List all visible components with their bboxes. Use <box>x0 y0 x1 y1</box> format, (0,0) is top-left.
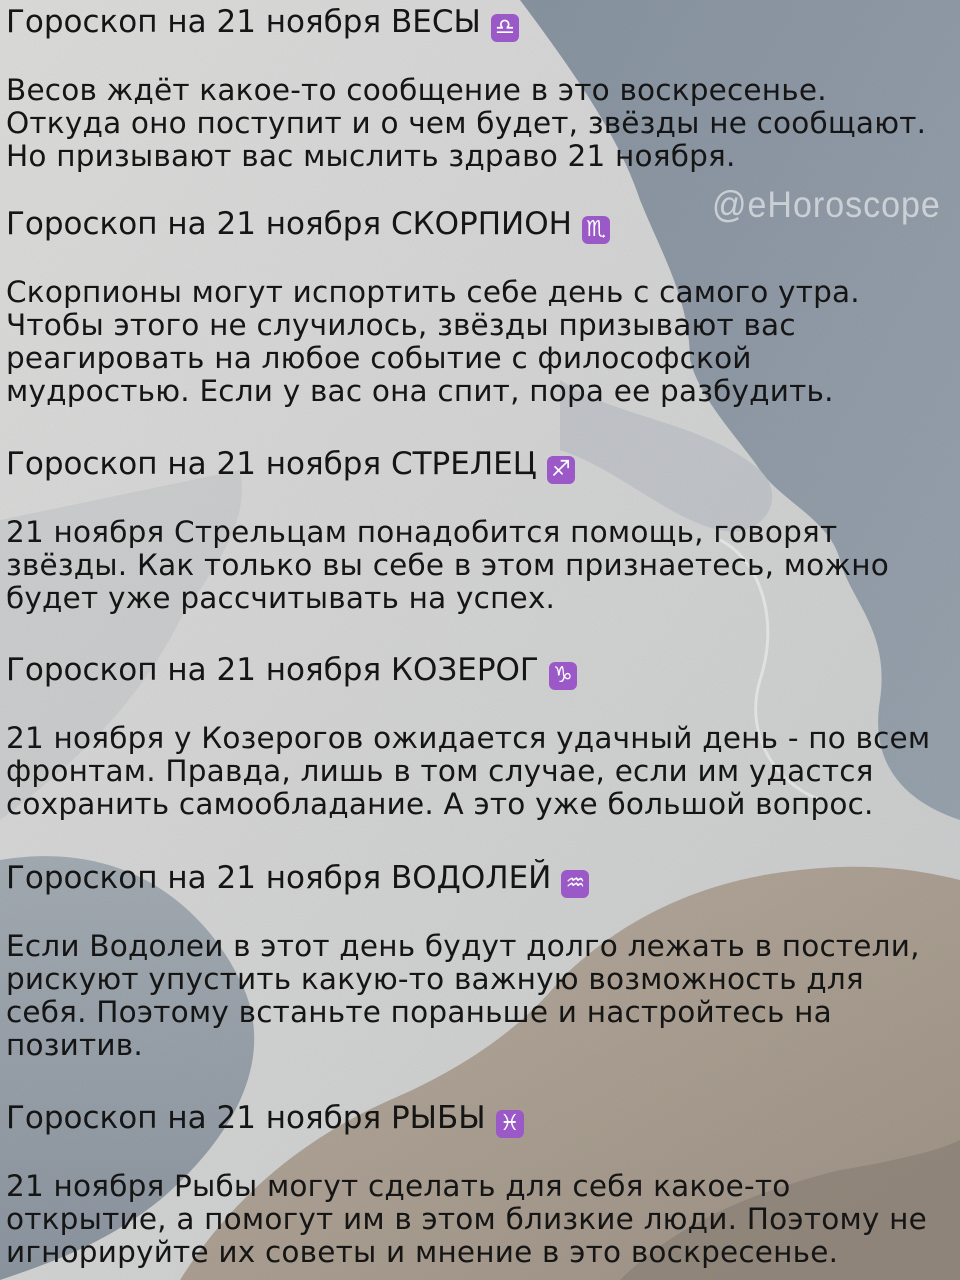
sign-aquarius <box>6 858 956 1062</box>
description-line: сохранить самообладание. А это уже большой вопрос. <box>6 787 874 821</box>
heading-text: Гороскоп на 21 ноября КОЗЕРОГ <box>6 652 539 688</box>
sign-libra <box>6 2 956 173</box>
description-line: Но призывают вас мыслить здраво 21 ноября. <box>6 139 736 173</box>
sign-heading <box>6 858 956 898</box>
description-line: 21 ноября Рыбы могут сделать для себя какое-то <box>6 1169 791 1203</box>
description-line: фронтам. Правда, лишь в том случае, если им удастся <box>6 754 874 788</box>
sign-description <box>6 74 956 173</box>
sign-scorpio <box>6 204 956 408</box>
sign-heading <box>6 204 956 244</box>
sign-pisces <box>6 1098 956 1269</box>
sign-description <box>6 276 956 408</box>
description-line: реагировать на любое событие с философской <box>6 341 752 375</box>
sagittarius-icon: ♐ <box>547 456 575 484</box>
heading-text: Гороскоп на 21 ноября ВОДОЛЕЙ <box>6 860 552 896</box>
heading-text: Гороскоп на 21 ноября СКОРПИОН <box>6 206 572 242</box>
sign-description <box>6 930 956 1062</box>
libra-icon: ♎ <box>491 14 519 42</box>
description-line: Чтобы этого не случилось, звёзды призывают вас <box>6 308 796 342</box>
description-line: будет уже рассчитывать на успех. <box>6 581 556 615</box>
watermark: @eHoroscope <box>712 184 941 226</box>
description-line: 21 ноября у Козерогов ожидается удачный день - по всем <box>6 721 931 755</box>
aquarius-icon: ♒ <box>561 870 589 898</box>
pisces-icon: ♓ <box>496 1110 524 1138</box>
sign-heading <box>6 2 956 42</box>
scorpio-icon: ♏ <box>582 216 610 244</box>
description-line: Весов ждёт какое-то сообщение в это воскресенье. <box>6 73 827 107</box>
sign-description <box>6 1170 956 1269</box>
description-line: 21 ноября Стрельцам понадобится помощь, говорят <box>6 515 838 549</box>
sign-description <box>6 722 956 821</box>
sign-sagittarius <box>6 444 956 615</box>
description-line: Если Водолеи в этот день будут долго лежать в постели, <box>6 929 920 963</box>
description-line: звёзды. Как только вы себе в этом признаетесь, можно <box>6 548 889 582</box>
sign-capricorn <box>6 650 956 821</box>
heading-text: Гороскоп на 21 ноября ВЕСЫ <box>6 4 481 40</box>
description-line: себя. Поэтому встаньте пораньше и настройтесь на <box>6 995 832 1029</box>
sign-heading <box>6 444 956 484</box>
heading-text: Гороскоп на 21 ноября СТРЕЛЕЦ <box>6 446 537 482</box>
description-line: мудростью. Если у вас она спит, пора ее разбудить. <box>6 374 834 408</box>
sign-description <box>6 516 956 615</box>
description-line: игнорируйте их советы и мнение в это воскресенье. <box>6 1235 839 1269</box>
sign-heading <box>6 1098 956 1138</box>
description-line: Откуда оно поступит и о чем будет, звёзды не сообщают. <box>6 106 927 140</box>
capricorn-icon: ♑ <box>549 662 577 690</box>
sign-heading <box>6 650 956 690</box>
description-line: позитив. <box>6 1028 143 1062</box>
description-line: открытие, а помогут им в этом близкие люди. Поэтому не <box>6 1202 927 1236</box>
heading-text: Гороскоп на 21 ноября РЫБЫ <box>6 1100 486 1136</box>
description-line: рискуют упустить какую-то важную возможность для <box>6 962 864 996</box>
description-line: Скорпионы могут испортить себе день с самого утра. <box>6 275 860 309</box>
